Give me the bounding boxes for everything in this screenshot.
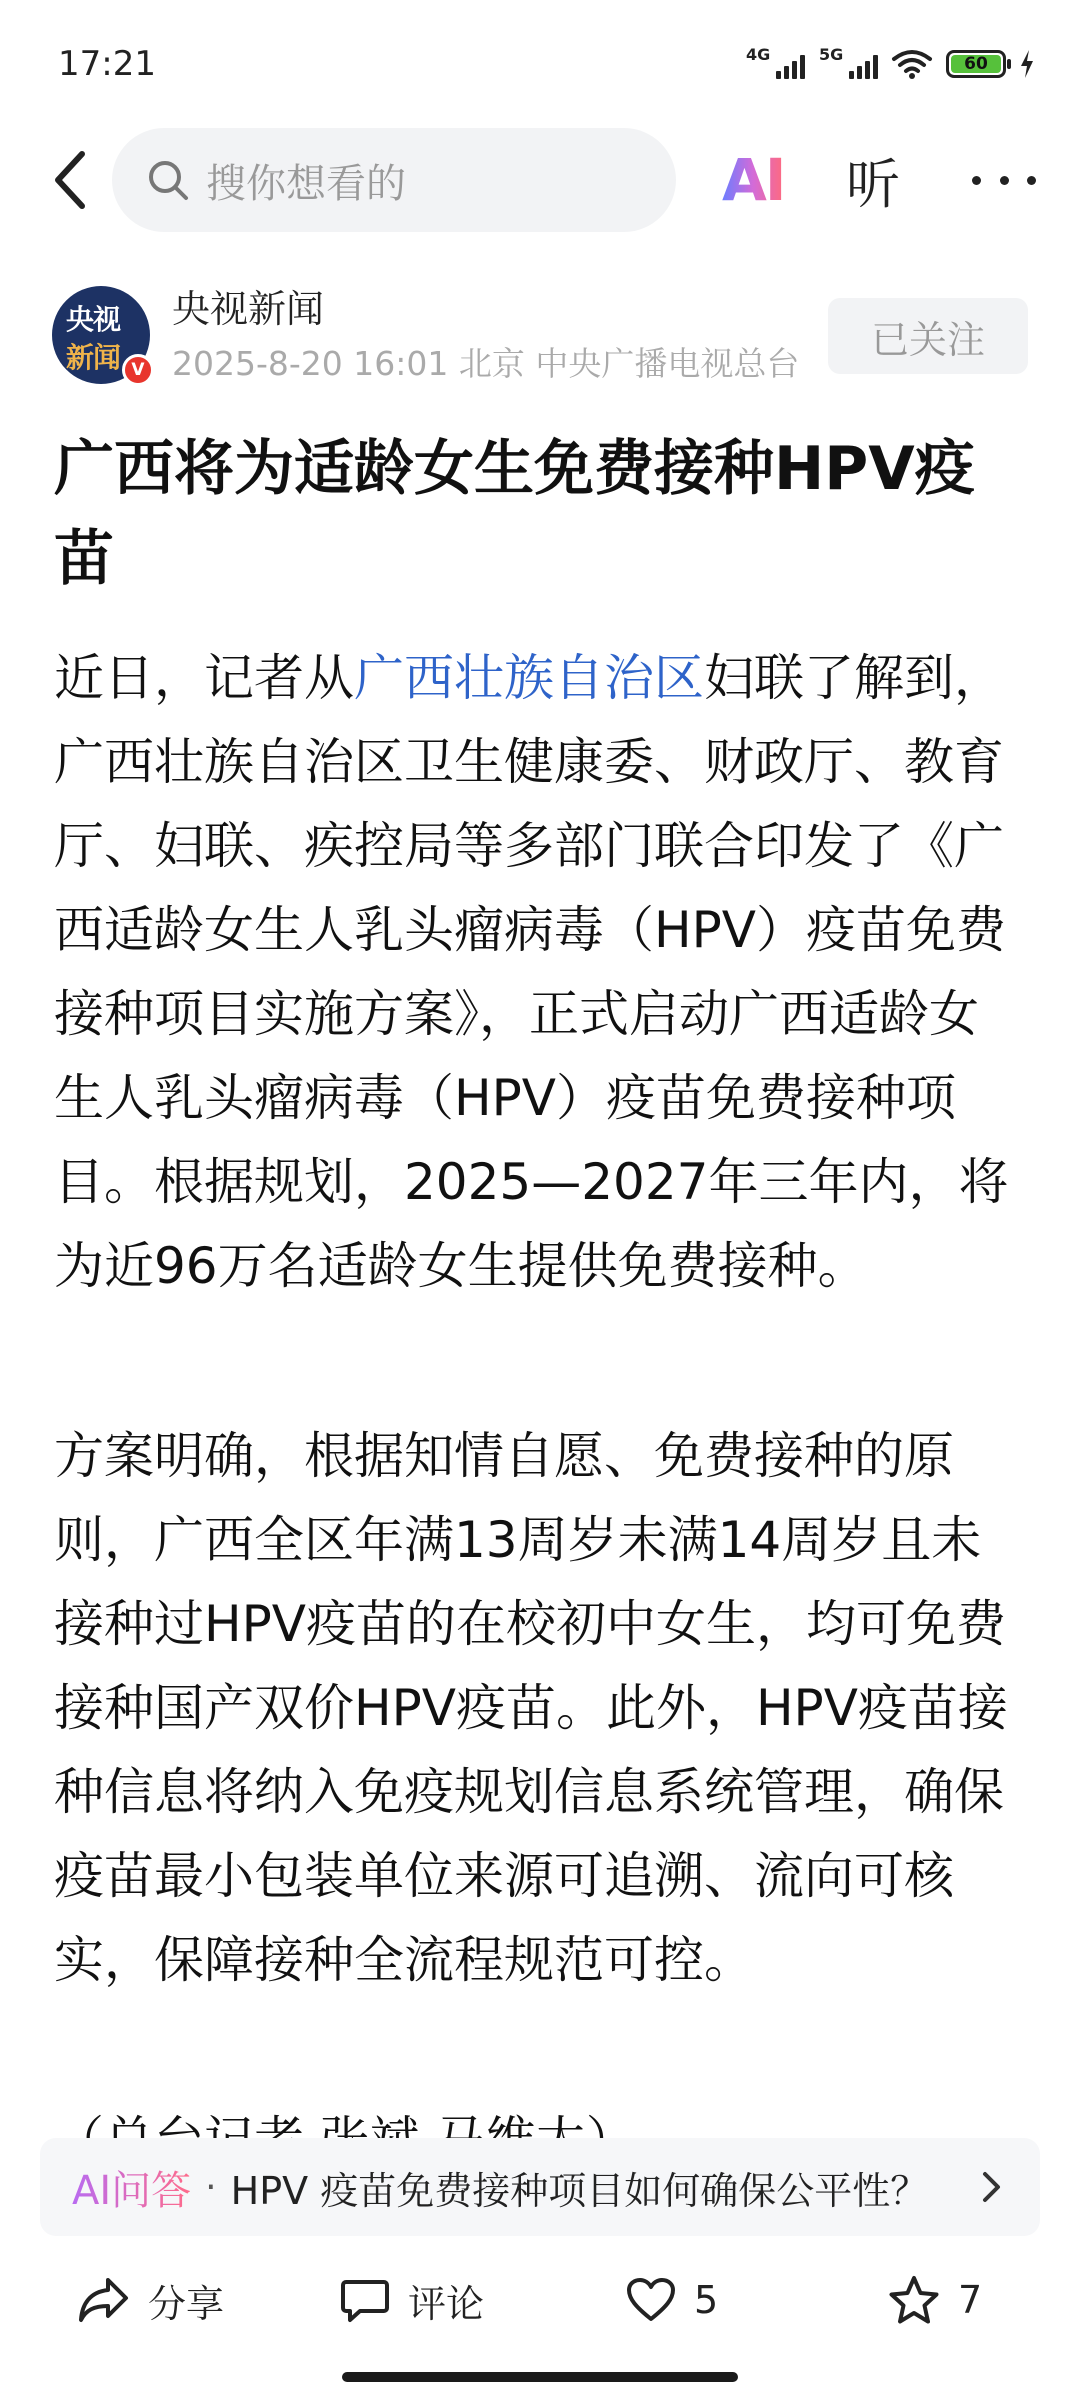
comment-label: 评论 bbox=[408, 2281, 485, 2326]
favorite-count: 7 bbox=[958, 2278, 983, 2322]
more-button[interactable] bbox=[972, 144, 1036, 216]
charging-icon bbox=[1020, 50, 1034, 78]
chevron-right-icon bbox=[974, 2170, 1008, 2204]
status-icons bbox=[746, 44, 1034, 84]
ai-qa-question: HPV 疫苗免费接种项目如何确保公平性？ bbox=[230, 2168, 929, 2213]
ai-button[interactable]: AI bbox=[722, 146, 785, 214]
share-button[interactable] bbox=[78, 2272, 224, 2328]
battery-icon bbox=[946, 50, 1006, 78]
search-input[interactable] bbox=[112, 128, 676, 232]
article-paragraph-2: 方案明确，根据知情自愿、免费接种的原则，广西全区年满13周岁未满14周岁且未接种过HPV疫苗的在校初中女生，均可免费接种国产双价HPV疫苗。此外，HPV疫苗接种信息将纳入免疫规划信息系统管理，确保疫苗最小包装单位来源可追溯、流向可核实，保障接种全流程规范可控。 bbox=[54, 1427, 1008, 1989]
article-title: 广西将为适龄女生免费接种HPV疫苗 bbox=[54, 434, 975, 594]
ai-qa-bar[interactable] bbox=[40, 2138, 1040, 2236]
share-label: 分享 bbox=[148, 2281, 225, 2326]
star-icon bbox=[888, 2275, 940, 2325]
battery-level: 60 bbox=[951, 55, 1001, 73]
author-meta: 2025-8-20 16:01 北京 中央广播电视总台 bbox=[172, 344, 800, 383]
avatar-text-top: 央视 bbox=[66, 303, 121, 336]
status-time: 17:21 bbox=[58, 44, 156, 84]
article-paragraph-3 bbox=[54, 2098, 1014, 2138]
search-placeholder: 搜你想看的 bbox=[206, 160, 406, 207]
listen-button[interactable]: 听 bbox=[846, 152, 900, 216]
signal-4g-icon: 4G bbox=[746, 49, 805, 79]
back-button[interactable] bbox=[40, 144, 100, 216]
avatar[interactable] bbox=[52, 286, 150, 384]
article-paragraph-1 bbox=[54, 636, 1014, 1308]
comment-icon bbox=[340, 2276, 390, 2324]
favorite-button[interactable] bbox=[888, 2272, 982, 2328]
wifi-icon bbox=[892, 49, 932, 79]
like-button[interactable] bbox=[626, 2272, 718, 2328]
more-dot-icon bbox=[972, 176, 981, 185]
avatar-text-bottom: 新闻 bbox=[66, 341, 121, 374]
region-link[interactable]: 广西壮族自治区 bbox=[354, 649, 704, 707]
paragraph-text: 近日，记者从 bbox=[54, 649, 354, 707]
author-name[interactable]: 央视新闻 bbox=[172, 287, 325, 331]
heart-icon bbox=[626, 2277, 676, 2323]
back-arrow-icon bbox=[52, 150, 88, 210]
home-indicator[interactable] bbox=[342, 2372, 738, 2382]
status-bar bbox=[0, 0, 1080, 120]
ai-qa-label: AI问答 bbox=[72, 2159, 191, 2216]
more-dot-icon bbox=[1027, 176, 1036, 185]
ai-qa-separator: · bbox=[205, 2166, 217, 2208]
paragraph-text: 妇联了解到，广西壮族自治区卫生健康委、财政厅、教育厅、妇联、疾控局等多部门联合印发了《广西适龄女生人乳头瘤病毒（HPV）疫苗免费接种项目实施方案》，正式启动广西适龄女生人乳头瘤病毒（HPV）疫苗免费接种项目。根据规划，2025—2027年三年内，将为近96万名适龄女生提供免费接种。 bbox=[54, 649, 1009, 1295]
author-row bbox=[0, 276, 1080, 386]
search-icon bbox=[146, 158, 190, 202]
signal-5g-icon: 5G bbox=[819, 49, 878, 79]
follow-button[interactable]: 已关注 bbox=[828, 298, 1028, 374]
share-icon bbox=[78, 2276, 130, 2324]
bottom-toolbar bbox=[0, 2250, 1080, 2350]
verified-badge-icon: V bbox=[122, 354, 154, 386]
comment-button[interactable] bbox=[340, 2272, 484, 2328]
more-dot-icon bbox=[1000, 176, 1009, 185]
like-count: 5 bbox=[694, 2278, 719, 2322]
top-nav bbox=[0, 120, 1080, 240]
